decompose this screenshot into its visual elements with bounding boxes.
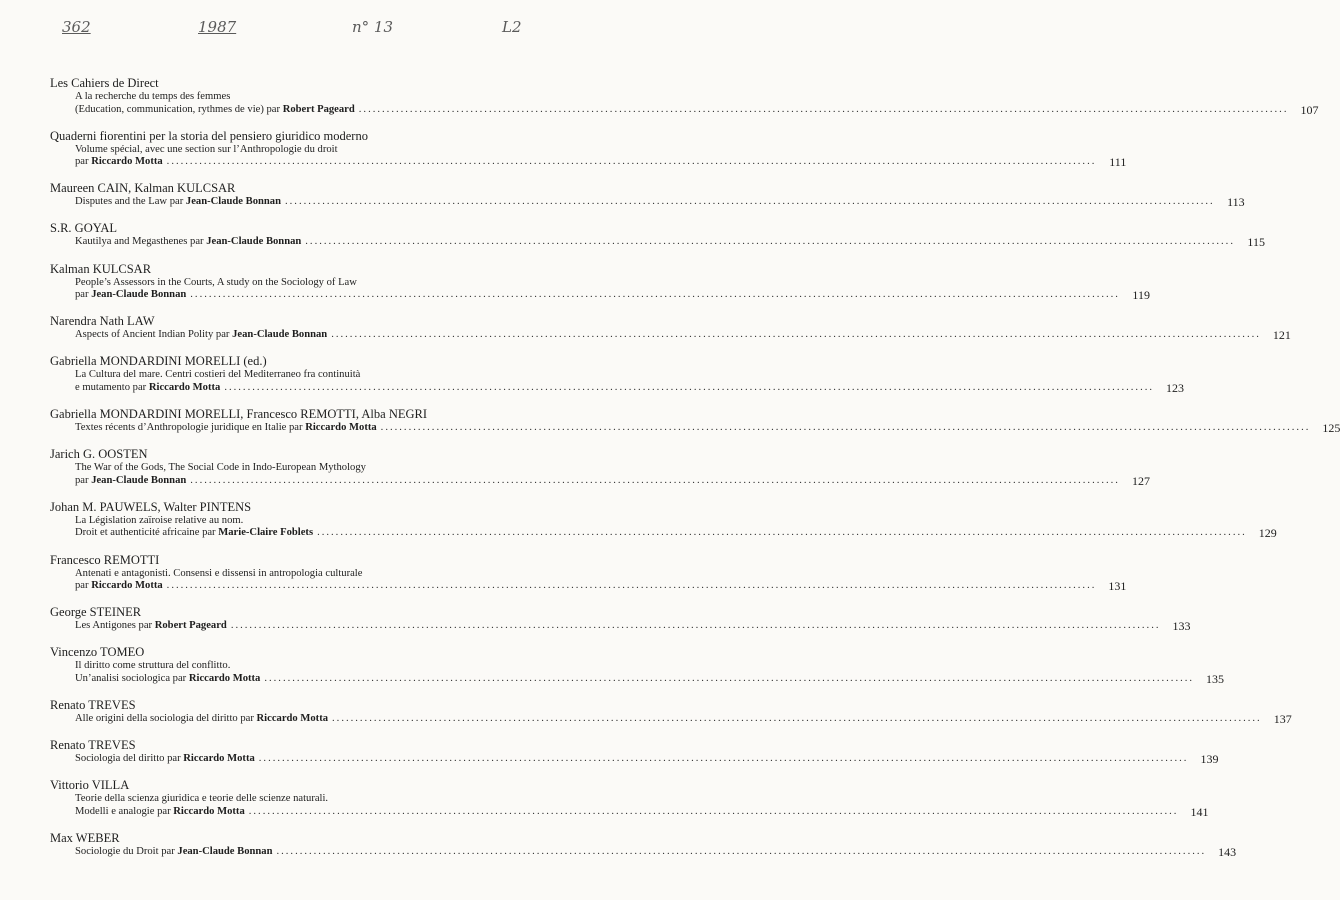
title-text: La Cultura del mare. Centri costieri del Mediterraneo fra continuità (75, 369, 361, 381)
title-text: Un’analisi sociologica par (75, 672, 189, 684)
reviewer-name: Jean-Claude Bonnan (185, 196, 281, 208)
reviewer-name: Jean-Claude Bonnan (177, 845, 273, 857)
entry-author: Francesco REMOTTI (50, 552, 160, 567)
page-number: 111 (1109, 155, 1127, 170)
dot-leader: ........................................................................................................................................................................................................ (264, 672, 1195, 684)
title-text: par (75, 156, 92, 168)
table-of-contents (50, 76, 1340, 871)
reviewer-name: Riccardo Motta (256, 712, 329, 724)
entry-author: Johan M. PAUWELS, Walter PINTENS (50, 499, 252, 514)
toc-entry (50, 447, 1150, 488)
entry-title-line (75, 288, 1150, 303)
entry-author: Kalman KULCSAR (50, 261, 152, 276)
entry-author: Gabriella MONDARDINI MORELLI, Francesco REMOTTI, Alba NEGRI (50, 407, 428, 422)
dot-leader: ........................................................................................................................................................................................................ (230, 620, 1161, 632)
dot-leader: ........................................................................................................................................................................................................ (285, 196, 1215, 208)
entry-title-line (75, 369, 522, 382)
reviewer-name: Riccardo Motta (91, 580, 163, 592)
dot-leader: ........................................................................................................................................................................................................ (166, 580, 1097, 592)
title-text: Aspects of Ancient Indian Polity par (75, 329, 233, 341)
title-text: Les Antigones par (75, 620, 155, 632)
entry-author: Quaderni fiorentini per la storia del pensiero giuridico moderno (50, 128, 368, 143)
title-text: par (75, 474, 92, 486)
page-number: 123 (1166, 380, 1185, 395)
entry-title-line (75, 804, 1209, 819)
title-text: La Législation zaïroise relative au nom. (75, 514, 244, 526)
entry-title-line (75, 579, 1127, 594)
reviewer-name: Riccardo Motta (305, 422, 377, 434)
page-number: 135 (1206, 671, 1225, 686)
entry-author: Maureen CAIN, Kalman KULCSAR (50, 181, 236, 196)
title-text: Modelli e analogie par (75, 805, 174, 817)
entry-title-line (75, 277, 522, 290)
entry-author: Les Cahiers de Direct (50, 76, 159, 90)
entry-title-line (75, 462, 522, 475)
toc-entry (50, 778, 1209, 819)
entry-title-line (75, 144, 522, 157)
title-text: A la recherche du temps des femmes (75, 91, 231, 102)
reviewer-name: Riccardo Motta (173, 805, 245, 817)
toc-entry (50, 605, 1191, 634)
page-number: 127 (1131, 473, 1150, 488)
entry-title-line (75, 752, 1219, 767)
title-text: Disputes and the Law par (75, 196, 186, 208)
title-text: Sociologia del diritto par (75, 753, 184, 765)
toc-entry (50, 314, 1291, 343)
title-text: Kautilya and Megasthenes par (75, 236, 207, 248)
reviewer-name: Riccardo Motta (148, 381, 221, 393)
dot-leader: ........................................................................................................................................................................................................ (258, 753, 1189, 765)
reviewer-name: Jean-Claude Bonnan (232, 329, 328, 341)
toc-entry (50, 261, 1150, 303)
handwritten-note: L2 (502, 18, 522, 36)
entry-author: Vincenzo TOMEO (50, 645, 145, 660)
entry-title-line (75, 155, 1127, 170)
title-text: Teorie della scienza giuridica e teorie delle scienze naturali. (75, 793, 329, 805)
dot-leader: ........................................................................................................................................................................................................ (331, 329, 1261, 341)
title-text: Droit et authenticité africaine par (75, 527, 219, 539)
dot-leader: ........................................................................................................................................................................................................ (248, 805, 1179, 817)
entry-title-line (75, 421, 1340, 436)
reviewer-name: Robert Pageard (282, 103, 355, 115)
page-number: 119 (1132, 288, 1150, 303)
title-text: People’s Assessors in the Courts, A study on the Sociology of Law (75, 276, 357, 288)
dot-leader: ........................................................................................................................................................................................................ (305, 236, 1235, 248)
page-number: 139 (1200, 752, 1219, 767)
reviewer-name: Jean-Claude Bonnan (91, 474, 187, 486)
page-number: 125 (1322, 421, 1340, 436)
title-text: (Education, communication, rythmes de vie) par (75, 103, 283, 115)
entry-author: Vittorio VILLA (50, 778, 130, 793)
entry-title-line (75, 380, 1185, 395)
entry-title-line (75, 473, 1150, 488)
page-number: 121 (1272, 328, 1291, 343)
entry-author: Jarich G. OOSTEN (50, 447, 148, 462)
page-number: 129 (1258, 526, 1277, 541)
entry-title-line (75, 660, 522, 673)
entry-author: Gabriella MONDARDINI MORELLI (ed.) (50, 354, 267, 369)
reviewer-name: Riccardo Motta (91, 156, 163, 168)
reviewer-name: Jean-Claude Bonnan (91, 289, 187, 301)
entry-title-line (75, 515, 522, 528)
reviewer-name: Marie-Claire Foblets (218, 527, 314, 539)
dot-leader: ........................................................................................................................................................................................................ (380, 422, 1311, 434)
page-number: 133 (1172, 619, 1191, 634)
toc-entry (50, 128, 1127, 170)
title-text: Antenati e antagonisti. Consensi e dissensi in antropologia culturale (75, 567, 363, 579)
page-number: 137 (1273, 711, 1292, 726)
dot-leader: ........................................................................................................................................................................................................ (190, 289, 1120, 301)
page-number: 115 (1247, 235, 1265, 250)
dot-leader: ........................................................................................................................................................................................................ (190, 474, 1120, 486)
dot-leader: ........................................................................................................................................................................................................ (332, 712, 1262, 724)
toc-entry (50, 181, 1245, 210)
entry-title-line (75, 671, 1225, 686)
handwritten-note: 1987 (198, 18, 237, 36)
reviewer-name: Riccardo Motta (188, 672, 261, 684)
reviewer-name: Jean-Claude Bonnan (206, 236, 302, 248)
entry-title-line (75, 793, 522, 806)
toc-entry (50, 407, 1340, 436)
toc-entry (50, 645, 1225, 686)
toc-entry (50, 76, 1319, 117)
entry-author: Max WEBER (50, 830, 120, 845)
toc-entry (50, 499, 1277, 541)
page-number: 131 (1108, 579, 1127, 594)
title-text: The War of the Gods, The Social Code in Indo-European Mythology (75, 462, 366, 474)
entry-title-line (75, 328, 1291, 343)
entry-author: Renato TREVES (50, 738, 136, 753)
toc-entry (50, 552, 1127, 594)
dot-leader: ........................................................................................................................................................................................................ (276, 845, 1207, 857)
entry-author: George STEINER (50, 605, 142, 620)
dot-leader: ........................................................................................................................................................................................................ (166, 156, 1097, 168)
entry-title-line (75, 619, 1191, 634)
title-text: Sociologie du Droit par (75, 845, 178, 857)
entry-author: Narendra Nath LAW (50, 314, 155, 329)
entry-title-line (75, 526, 1277, 541)
dot-leader: ........................................................................................................................................................................................................ (317, 527, 1247, 539)
handwritten-note: 362 (62, 18, 91, 36)
handwritten-note: n° 13 (352, 18, 394, 36)
title-text: Alle origini della sociologia del diritto par (75, 712, 257, 724)
title-text: par (75, 580, 92, 592)
page-number: 143 (1218, 844, 1237, 859)
reviewer-name: Riccardo Motta (183, 753, 255, 765)
toc-entry (50, 354, 1185, 395)
entry-author: Renato TREVES (50, 697, 136, 712)
title-text: Il diritto come struttura del conflitto. (75, 660, 231, 672)
entry-title-line (75, 711, 1292, 726)
toc-entry (50, 221, 1265, 250)
dot-leader: ........................................................................................................................................................................................................ (224, 381, 1155, 393)
title-text: Volume spécial, avec une section sur l’Anthropologie du droit (75, 143, 338, 155)
page-number: 141 (1190, 804, 1209, 819)
entry-title-line (75, 91, 522, 104)
entry-title-line (75, 102, 1319, 117)
entry-title-line (75, 844, 1237, 859)
page-number: 107 (1300, 102, 1319, 117)
toc-entry (50, 738, 1219, 767)
entry-title-line (75, 195, 1245, 210)
page-number: 113 (1227, 195, 1245, 210)
title-text: Textes récents d’Anthropologie juridique en Italie par (75, 422, 306, 434)
toc-entry (50, 830, 1237, 859)
dot-leader: ........................................................................................................................................................................................................ (358, 103, 1289, 115)
reviewer-name: Robert Pageard (154, 620, 227, 632)
entry-title-line (75, 568, 522, 581)
entry-author: S.R. GOYAL (50, 221, 118, 236)
entry-title-line (75, 235, 1265, 250)
title-text: par (75, 289, 92, 301)
title-text: e mutamento par (75, 381, 149, 393)
toc-entry (50, 697, 1292, 726)
